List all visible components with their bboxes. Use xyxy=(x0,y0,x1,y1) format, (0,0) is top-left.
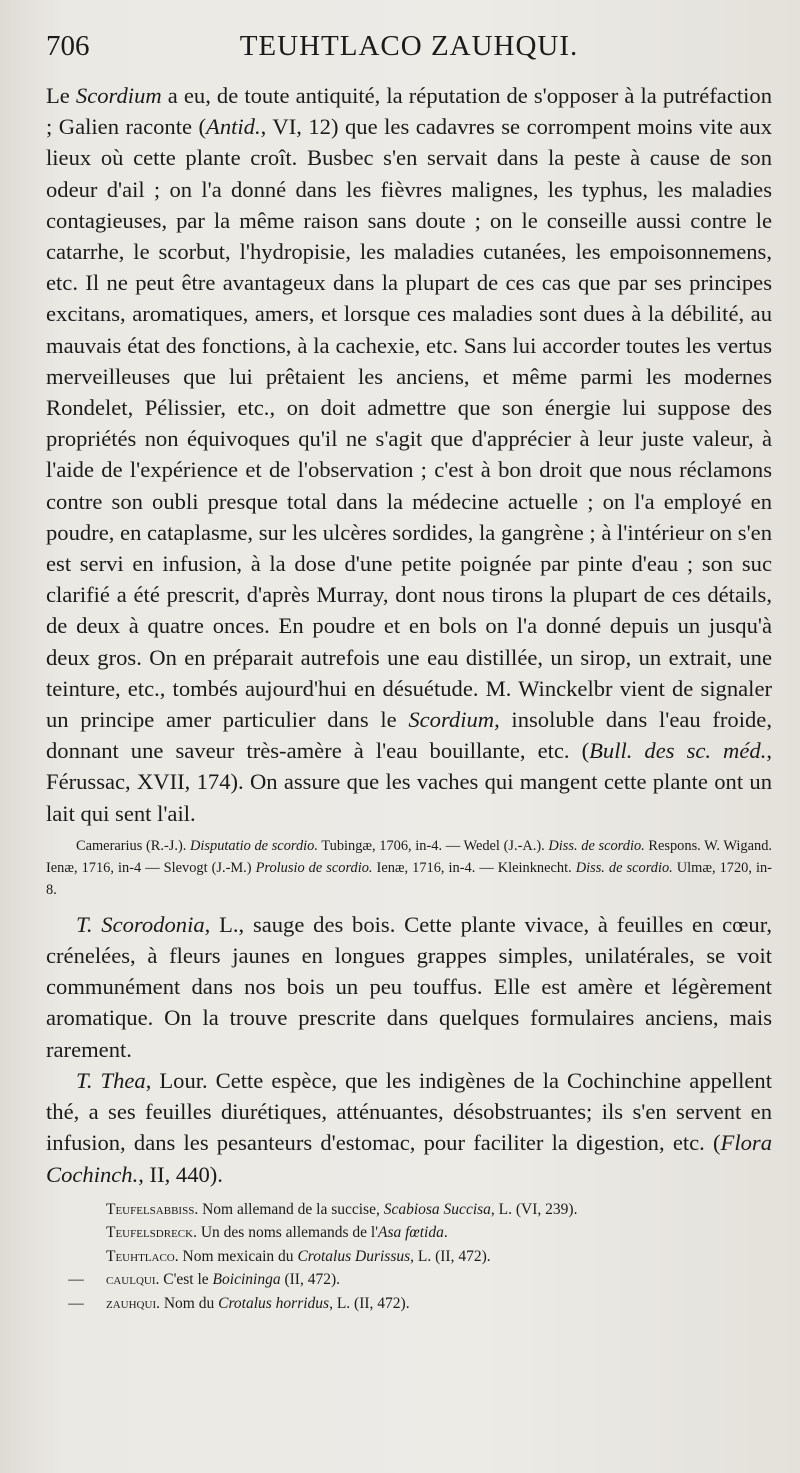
page-number: 706 xyxy=(46,30,90,62)
cross-reference-entry: — zauhqui. Nom du Crotalus horridus, L. (II, 472). xyxy=(68,1294,410,1312)
thea-paragraph: T. Thea, Lour. Cette espèce, que les indigènes de la Cochinchine appellent thé, a ses feuilles diurétiques, atténuantes, désobstruantes; ils s'en servent en infusion, dans les pesanteurs d'estomac, pour faciliter la digestion, etc. (Flora Cochinch., II, 440). xyxy=(46,1067,772,1187)
cross-reference-entry: Teufelsdreck. Un des noms allemands de l'Asa fœtida. xyxy=(106,1224,448,1242)
cross-reference-entry: Teufelsabbiss. Nom allemand de la succise, Scabiosa Succisa, L. (VI, 239). xyxy=(106,1200,578,1218)
bibliography-note xyxy=(46,835,772,901)
running-title: TEUHTLACO ZAUHQUI. xyxy=(239,30,579,62)
scordium-paragraph: Le Scordium a eu, de toute antiquité, la réputation de s'opposer à la putréfaction ; Galien raconte (Antid., VI, 12) que les cadavres se corrompent moins vite aux lieux où cette plante croît. Busbec s'en servait dans la peste à cause de son odeur d'ail ; on l'a donné dans les fièvres malignes, les typhus, les maladies contagieuses, par la même raison sans doute ; on le conseille aussi contre le catarrhe, le scorbut, l'hydropisie, les maladies cutanées, les empoisonnemens, etc. Il ne peut être avantageux dans la plupart de ces cas que par ses principes excitans, aromatiques, amers, et lorsque ces maladies sont dues à la débilité, au mauvais état des fonctions, à la cachexie, etc. Sans lui accorder toutes les vertus merveilleuses que lui prêtaient les anciens, et même parmi les modernes Rondelet, Pélissier, etc., on doit admettre que son énergie lui suppose des propriétés non équivoques qu'il ne s'agit que d'apprécier à leur juste valeur, à l'aide de l'expérience et de l'observation ; c'est à bon droit que nous réclamons contre son oubli presque total dans la médecine actuelle ; on l'a employé en poudre, en cataplasme, sur les ulcères sordides, la gangrène ; à l'intérieur on s'en est servi en infusion, à la dose d'une petite poignée par pinte d'eau ; son suc clarifié a été prescrit, d'après Murray, dont nous tirons la plupart de ces détails, de deux à quatre onces. En poudre et en bols on l'a donné depuis un jusqu'à deux gros. On en préparait autrefois une eau distillée, un sirop, un extrait, une teinture, etc., tombés aujourd'hui en désuétude. M. Winckelbr vient de signaler un principe amer particulier dans le Scordium, insoluble dans l'eau froide, donnant une saveur très-amère à l'eau bouillante, etc. (Bull. des sc. méd., Férussac, XVII, 174). On assure que les vaches qui mangent cette plante ont un lait qui sent l'ail. xyxy=(46,83,773,826)
cross-reference-list xyxy=(46,1198,772,1316)
cross-reference-entry: Teuhtlaco. Nom mexicain du Crotalus Durissus, L. (II, 472). xyxy=(106,1247,491,1265)
page-header xyxy=(46,30,772,74)
scorodonia-paragraph: T. Scorodonia, L., sauge des bois. Cette plante vivace, à feuilles en cœur, crénelées, à fleurs jaunes en longues grappes simples, unilatérales, se voit communément dans nos bois un peu touffus. Elle est amère et légèrement aromatique. On la trouve prescrite dans quelques formulaires anciens, mais rarement. xyxy=(46,911,772,1062)
cross-reference-entry: — caulqui. C'est le Boicininga (II, 472). xyxy=(68,1271,340,1289)
body-text xyxy=(46,80,772,829)
body-text-species xyxy=(46,909,772,1190)
bibliography-text: Camerarius (R.-J.). Disputatio de scordio. Tubingæ, 1706, in-4. — Wedel (J.-A.). Diss. de scordio. Respons. W. Wigand. Ienæ, 1716, in-4 — Slevogt (J.-M.) Prolusio de scordio. Ienæ, 1716, in-4. — Kleinknecht. Diss. de scordio. Ulmæ, 1720, in-8. xyxy=(46,837,772,898)
